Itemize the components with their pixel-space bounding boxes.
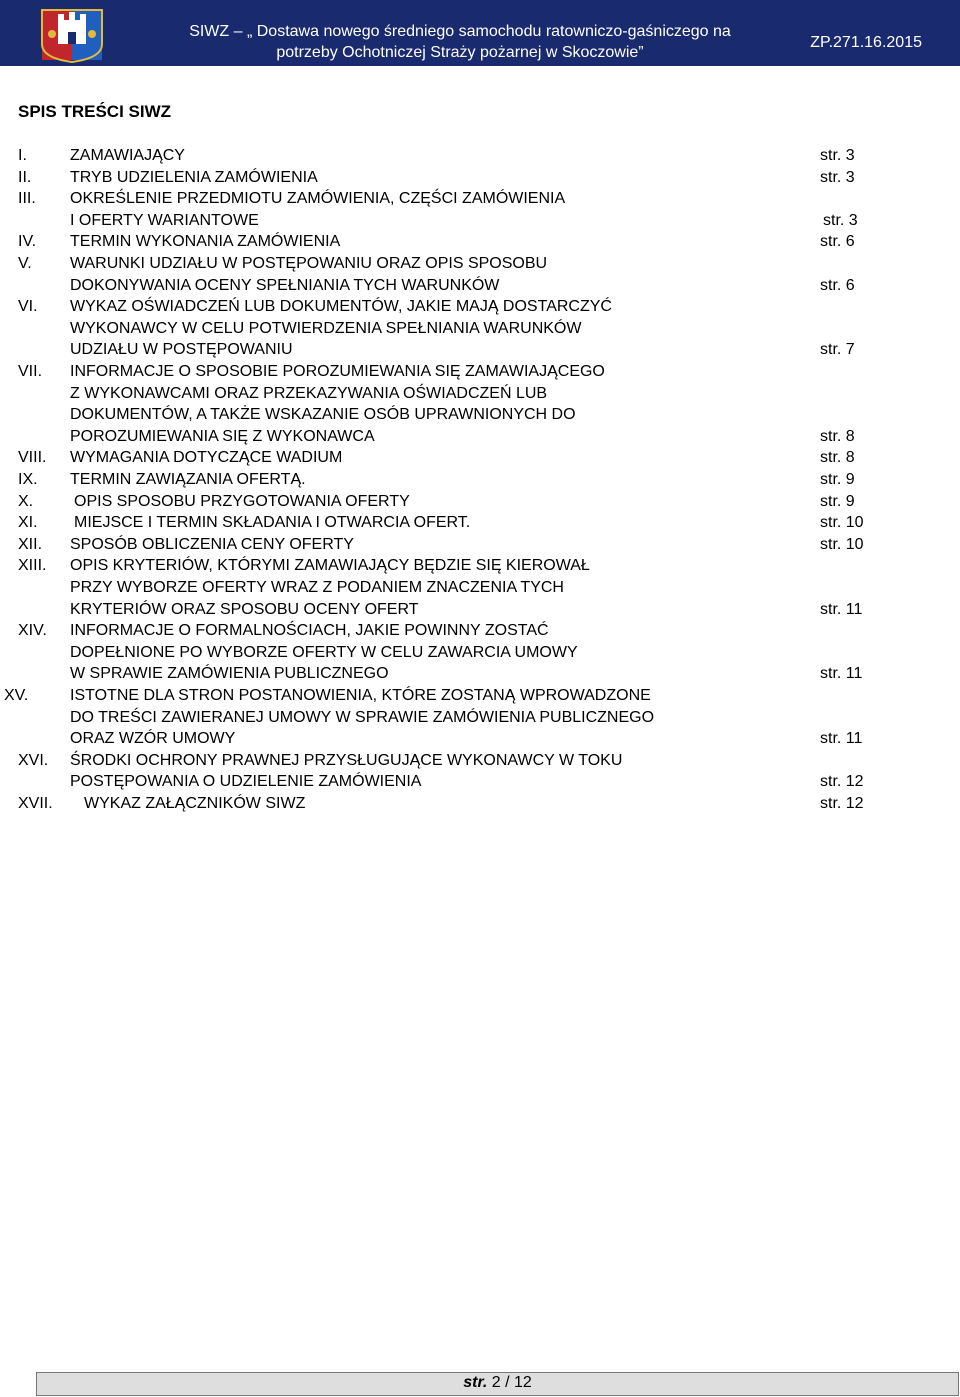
- toc-entry-number: XI.: [18, 514, 38, 532]
- toc-entry-page: str. 8: [820, 427, 855, 445]
- document-title-line-2: potrzeby Ochotniczej Straży pożarnej w Skoczowie”: [276, 44, 644, 61]
- document-title: [150, 21, 770, 63]
- toc-entry-text: OPIS SPOSOBU PRZYGOTOWANIA OFERTY: [74, 492, 410, 510]
- toc-entry-text: WARUNKI UDZIAŁU W POSTĘPOWANIU ORAZ OPIS SPOSOBU: [70, 255, 548, 272]
- toc-entry-text: WYKAZ ZAŁĄCZNIKÓW SIWZ: [84, 795, 306, 812]
- toc-entry-number: III.: [18, 190, 36, 208]
- toc-entry-text: DO TREŚCI ZAWIERANEJ UMOWY W SPRAWIE ZAMÓWIENIA PUBLICZNEGO: [70, 708, 655, 726]
- toc-entry-page: str. 10: [820, 535, 864, 553]
- toc-entry-number: XV.: [4, 687, 29, 704]
- toc-entry-text: TERMIN WYKONANIA ZAMÓWIENIA: [70, 233, 341, 251]
- toc-entry-page: str. 3: [823, 211, 858, 229]
- toc-entry-page: str. 3: [820, 147, 855, 164]
- toc-entry-number: XIII.: [18, 557, 47, 575]
- toc-entry-page: str. 3: [820, 168, 855, 186]
- page-header: [0, 0, 960, 66]
- toc-entry-page: str. 9: [820, 492, 855, 510]
- toc-entry-text: UDZIAŁU W POSTĘPOWANIU: [70, 341, 293, 359]
- reference-number: ZP.271.16.2015: [810, 34, 922, 51]
- toc-entry-text: TRYB UDZIELENIA ZAMÓWIENIA: [70, 168, 318, 186]
- toc-entry-page: str. 12: [820, 773, 864, 791]
- toc-entry-text: WYKAZ OŚWIADCZEŃ LUB DOKUMENTÓW, JAKIE MAJĄ DOSTARCZYĆ: [70, 298, 612, 316]
- page-footer: [36, 1372, 959, 1396]
- toc-entry-text: TERMIN ZAWIĄZANIA OFERTĄ.: [70, 471, 306, 488]
- toc-entry-number: XVI.: [18, 751, 49, 769]
- toc-entry-text: DOPEŁNIONE PO WYBORZE OFERTY W CELU ZAWARCIA UMOWY: [70, 643, 578, 661]
- toc-entry-text: POROZUMIEWANIA SIĘ Z WYKONAWCA: [70, 427, 375, 445]
- toc-entry-text: I OFERTY WARIANTOWE: [70, 211, 259, 229]
- toc-entry-text: OKREŚLENIE PRZEDMIOTU ZAMÓWIENIA, CZĘŚCI ZAMÓWIENIA: [70, 190, 566, 208]
- toc-entry-text: ZAMAWIAJĄCY: [70, 147, 185, 164]
- toc-title: SPIS TREŚCI SIWZ: [18, 102, 172, 121]
- toc-entry-number: I.: [18, 147, 27, 164]
- toc-entry-page: str. 10: [820, 514, 864, 532]
- toc-entry-text: WYKONAWCY W CELU POTWIERDZENIA SPEŁNIANIA WARUNKÓW: [70, 319, 582, 337]
- toc-entry-text: ISTOTNE DLA STRON POSTANOWIENIA, KTÓRE ZOSTANĄ WPROWADZONE: [70, 687, 651, 704]
- toc-entry-number: XVII.: [18, 795, 53, 812]
- toc-entry-number: IX.: [18, 471, 38, 488]
- toc-entry-text: WYMAGANIA DOTYCZĄCE WADIUM: [70, 449, 343, 467]
- toc-entry-number: X.: [18, 492, 34, 510]
- toc-entry-text: OPIS KRYTERIÓW, KTÓRYMI ZAMAWIAJĄCY BĘDZIE SIĘ KIEROWAŁ: [70, 557, 590, 575]
- toc-entry-page: str. 11: [820, 600, 863, 618]
- toc-entry-number: IV.: [18, 233, 37, 251]
- toc-entry-text: DOKONYWANIA OCENY SPEŁNIANIA TYCH WARUNKÓW: [70, 276, 500, 294]
- toc-entry-page: str. 7: [820, 341, 855, 359]
- toc-entry-text: ORAZ WZÓR UMOWY: [70, 730, 236, 748]
- toc-entry-text: POSTĘPOWANIA O UDZIELENIE ZAMÓWIENIA: [70, 773, 422, 791]
- toc-entry-text: SPOSÓB OBLICZENIA CENY OFERTY: [70, 535, 354, 553]
- toc-entry-number: VII.: [18, 363, 43, 380]
- toc-entry-number: V.: [18, 255, 32, 272]
- coat-of-arms-icon: [38, 4, 110, 64]
- toc-entry-page: str. 11: [820, 730, 863, 748]
- document-title-line-1: SIWZ – „ Dostawa nowego średniego samochodu ratowniczo-gaśniczego na: [189, 23, 731, 40]
- toc-entry-text: MIEJSCE I TERMIN SKŁADANIA I OTWARCIA OFERT.: [74, 514, 471, 532]
- toc-entry-page: str. 6: [820, 233, 855, 251]
- toc-entry-number: VIII.: [18, 449, 47, 467]
- toc-entry-number: XIV.: [18, 622, 47, 640]
- toc-entry-page: str. 12: [820, 795, 864, 812]
- toc-entry-text: ŚRODKI OCHRONY PRAWNEJ PRZYSŁUGUJĄCE WYKONAWCY W TOKU: [70, 751, 623, 769]
- toc-entry-text: W SPRAWIE ZAMÓWIENIA PUBLICZNEGO: [70, 665, 389, 683]
- page-number: [37, 1374, 958, 1392]
- toc-entry-text: DOKUMENTÓW, A TAKŻE WSKAZANIE OSÓB UPRAWNIONYCH DO: [70, 406, 576, 424]
- toc-entry-text: KRYTERIÓW ORAZ SPOSOBU OCENY OFERT: [70, 600, 419, 618]
- toc-entry-number: II.: [18, 168, 32, 186]
- toc-entry-page: str. 8: [820, 449, 855, 467]
- toc-entry-text: PRZY WYBORZE OFERTY WRAZ Z PODANIEM ZNACZENIA TYCH: [70, 578, 564, 596]
- page-label: str.: [463, 1374, 488, 1391]
- toc-entry-number: XII.: [18, 535, 43, 553]
- toc-entry-page: str. 11: [820, 665, 863, 683]
- toc-entry-text: Z WYKONAWCAMI ORAZ PRZEKAZYWANIA OŚWIADCZEŃ LUB: [70, 384, 548, 402]
- toc-entry-text: INFORMACJE O FORMALNOŚCIACH, JAKIE POWINNY ZOSTAĆ: [70, 622, 549, 640]
- toc-entry-number: VI.: [18, 298, 38, 316]
- toc-entry-text: INFORMACJE O SPOSOBIE POROZUMIEWANIA SIĘ ZAMAWIAJĄCEGO: [70, 363, 605, 380]
- page-count: 2 / 12: [491, 1374, 532, 1391]
- toc-entry-page: str. 6: [820, 276, 855, 294]
- toc-entry-page: str. 9: [820, 471, 855, 488]
